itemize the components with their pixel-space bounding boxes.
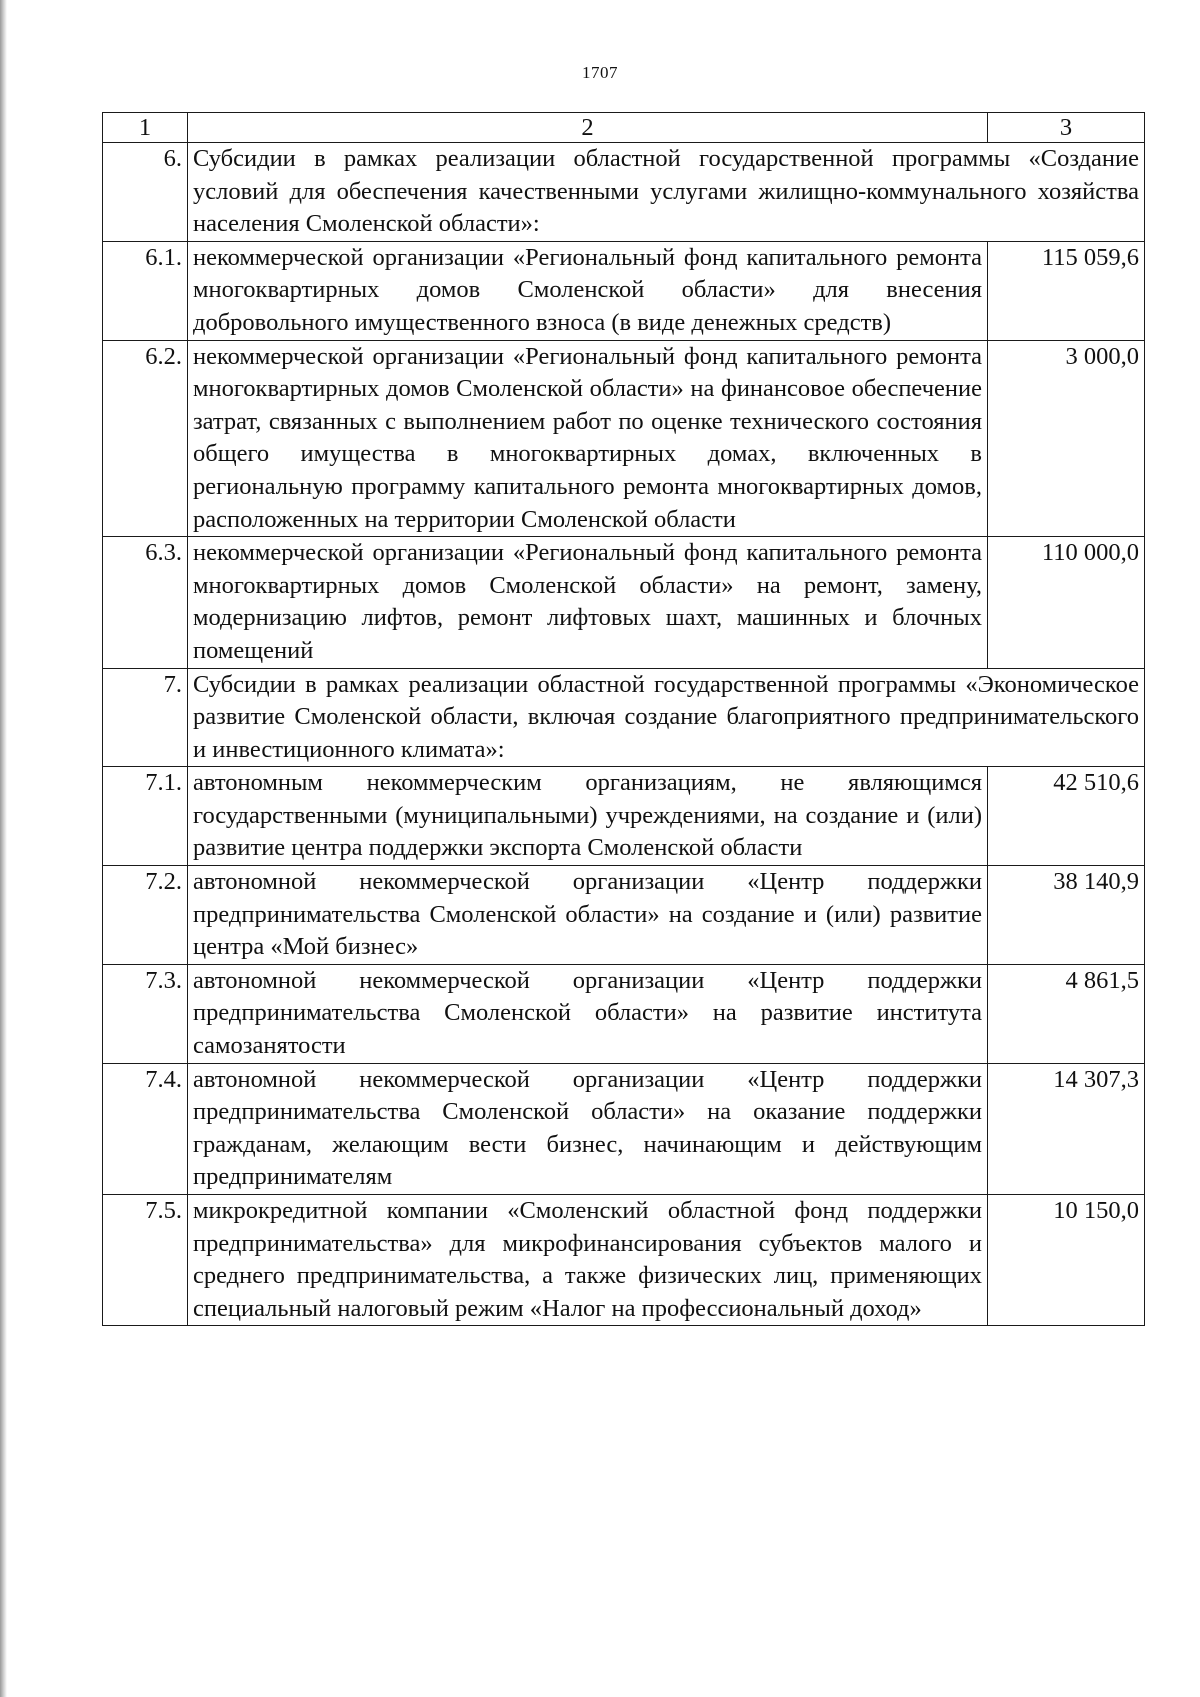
row-amount: 42 510,6 [988,767,1145,866]
row-amount: 3 000,0 [988,340,1145,537]
row-number: 7.4. [103,1063,188,1194]
header-col-3: 3 [988,113,1145,143]
row-number: 7.3. [103,964,188,1063]
row-number: 6.3. [103,537,188,668]
row-number: 6.1. [103,241,188,340]
row-amount: 14 307,3 [988,1063,1145,1194]
row-amount: 10 150,0 [988,1195,1145,1326]
row-description: некоммерческой организации «Региональный фонд капитального ремонта многоквартирных домов Смоленской области» на финансовое обеспечение затрат, связанных с выполнением работ по оценке технического состояния общего имущества в многоквартирных домах, включенных в региональную программу капитального ремонта многоквартирных домов, расположенных на территории Смоленской области [188,340,988,537]
row-amount: 38 140,9 [988,866,1145,965]
row-description: некоммерческой организации «Региональный фонд капитального ремонта многоквартирных домов Смоленской области» для внесения добровольного имущественного взноса (в виде денежных средств) [188,241,988,340]
row-number: 6. [103,143,188,242]
section-row-6 [103,143,1145,242]
scan-edge [0,0,7,1697]
section-row-7 [103,668,1145,767]
row-description: некоммерческой организации «Региональный фонд капитального ремонта многоквартирных домов Смоленской области» на ремонт, замену, модернизацию лифтов, ремонт лифтовых шахт, машинных и блочных помещений [188,537,988,668]
row-description: автономной некоммерческой организации «Центр поддержки предпринимательства Смоленской области» на развитие института самозанятости [188,964,988,1063]
table-row [103,964,1145,1063]
row-number: 7.2. [103,866,188,965]
table-row [103,1195,1145,1326]
table-row [103,340,1145,537]
row-number: 6.2. [103,340,188,537]
table-row [103,1063,1145,1194]
table-row [103,537,1145,668]
row-description: микрокредитной компании «Смоленский областной фонд поддержки предпринимательства» для микрофинансирования субъектов малого и среднего предпринимательства, а также физических лиц, применяющих специальный налоговый режим «Налог на профессиональный доход» [188,1195,988,1326]
row-amount: 115 059,6 [988,241,1145,340]
table-header-row [103,113,1145,143]
table-row [103,767,1145,866]
row-amount: 4 861,5 [988,964,1145,1063]
subsidy-table [102,112,1145,1326]
header-col-1: 1 [103,113,188,143]
row-description: автономным некоммерческим организациям, не являющимся государственными (муниципальными) учреждениями, на создание и (или) развитие центра поддержки экспорта Смоленской области [188,767,988,866]
section-description: Субсидии в рамках реализации областной государственной программы «Экономическое развитие Смоленской области, включая создание благоприятного предпринимательского и инвестиционного климата»: [188,668,1145,767]
row-amount: 110 000,0 [988,537,1145,668]
row-number: 7.1. [103,767,188,866]
row-number: 7.5. [103,1195,188,1326]
row-number: 7. [103,668,188,767]
table-row [103,241,1145,340]
table-row [103,866,1145,965]
row-description: автономной некоммерческой организации «Центр поддержки предпринимательства Смоленской области» на создание и (или) развитие центра «Мой бизнес» [188,866,988,965]
page-number: 1707 [582,63,618,82]
header-col-2: 2 [188,113,988,143]
row-description: автономной некоммерческой организации «Центр поддержки предпринимательства Смоленской области» на оказание поддержки гражданам, желающим вести бизнес, начинающим и действующим предпринимателям [188,1063,988,1194]
section-description: Субсидии в рамках реализации областной государственной программы «Создание условий для обеспечения качественными услугами жилищно-коммунального хозяйства населения Смоленской области»: [188,143,1145,242]
